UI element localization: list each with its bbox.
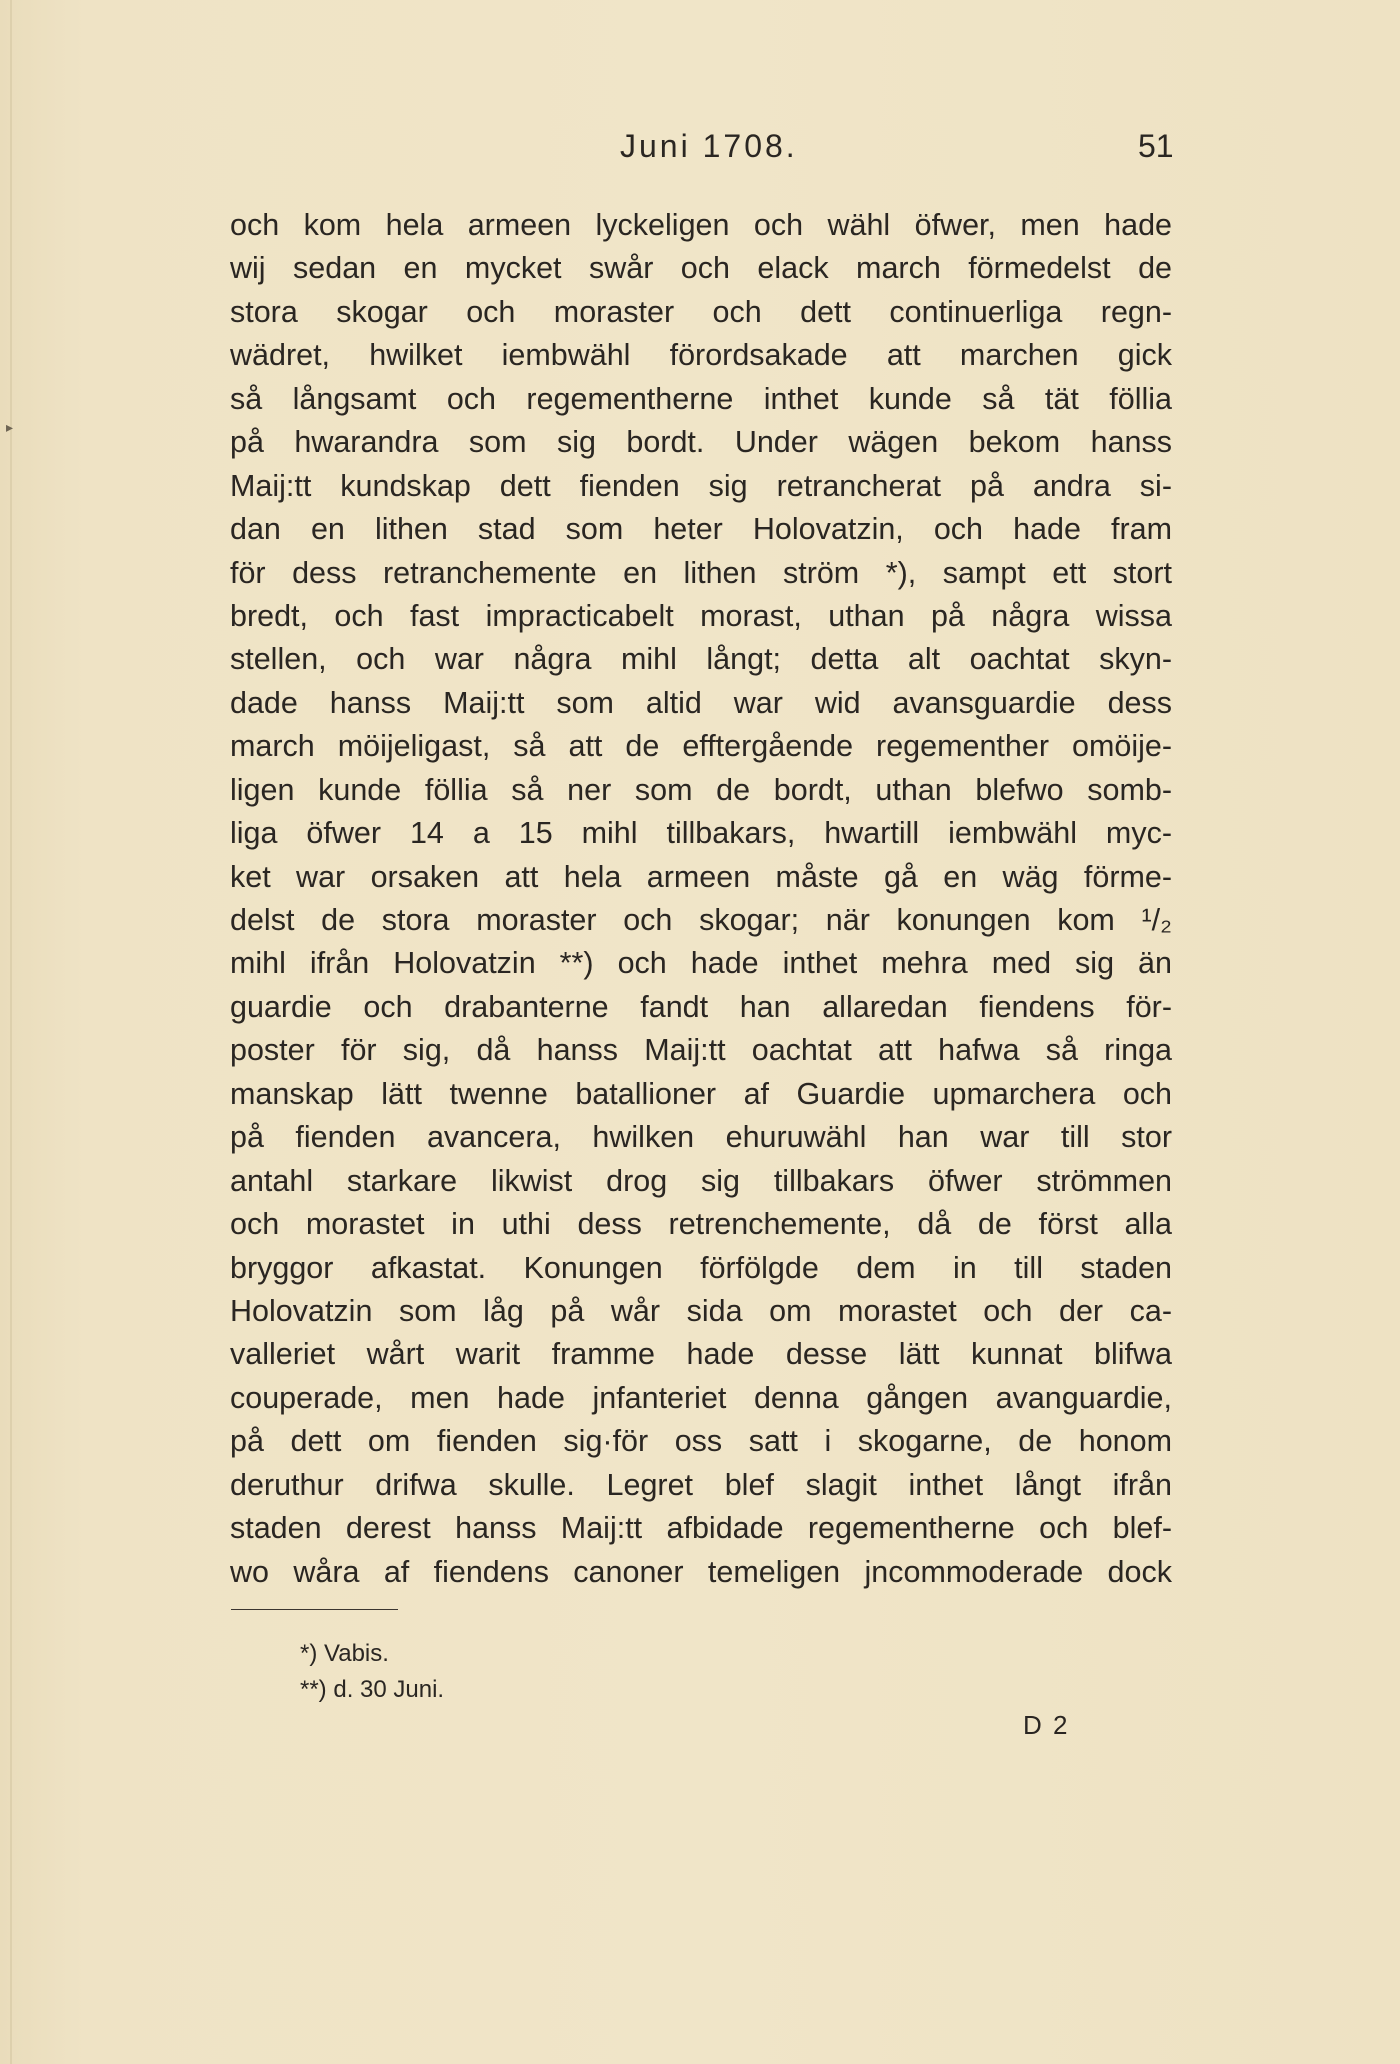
text-line: stellen, och war några mihl långt; detta alt oachtat skyn- bbox=[230, 642, 1172, 677]
text-line: dade hanss Maij:tt som altid war wid avansguardie dess bbox=[230, 685, 1172, 720]
footnote: **) d. 30 Juni. bbox=[300, 1676, 445, 1703]
text-line: stora skogar och moraster och dett continuerliga regn- bbox=[230, 294, 1172, 329]
text-line: guardie och drabanterne fandt han allaredan fiendens för- bbox=[230, 989, 1172, 1024]
text-line: dan en lithen stad som heter Holovatzin, och hade fram bbox=[230, 512, 1172, 547]
footnote-divider bbox=[231, 1609, 398, 1610]
text-line: staden derest hanss Maij:tt afbidade regementherne och blef- bbox=[230, 1511, 1172, 1546]
text-line: poster för sig, då hanss Maij:tt oachtat att hafwa så ringa bbox=[230, 1033, 1172, 1068]
text-line: manskap lätt twenne batallioner af Guardie upmarchera och bbox=[230, 1076, 1172, 1111]
text-line: liga öfwer 14 a 15 mihl tillbakars, hwartill iembwähl myc- bbox=[230, 816, 1172, 851]
text-line: så långsamt och regementherne inthet kunde så tät föllia bbox=[230, 381, 1172, 416]
text-line: deruthur drifwa skulle. Legret blef slagit inthet långt ifrån bbox=[230, 1467, 1172, 1502]
running-head bbox=[0, 128, 1400, 178]
text-line: wo wåra af fiendens canoner temeligen jncommoderade dock bbox=[230, 1554, 1172, 1589]
printer-signature: D 2 bbox=[1023, 1710, 1070, 1740]
text-line: för dess retranchemente en lithen ström *), sampt ett stort bbox=[230, 555, 1172, 590]
text-line: mihl ifrån Holovatzin **) och hade inthet mehra med sig än bbox=[230, 946, 1172, 981]
text-line: ligen kunde föllia så ner som de bordt, uthan blefwo somb- bbox=[230, 772, 1172, 807]
page-edge bbox=[10, 0, 12, 2064]
page-header-title: Juni 1708. bbox=[620, 128, 798, 164]
text-line: Holovatzin som låg på wår sida om morastet och der ca- bbox=[230, 1293, 1172, 1328]
text-line: på fienden avancera, hwilken ehuruwähl han war till stor bbox=[230, 1120, 1172, 1155]
text-line: och kom hela armeen lyckeligen och wähl öfwer, men hade bbox=[230, 208, 1172, 242]
main-text bbox=[230, 204, 1172, 1594]
footnotes bbox=[300, 1636, 444, 1708]
footnote: *) Vabis. bbox=[300, 1640, 389, 1667]
text-line: på hwarandra som sig bordt. Under wägen bekom hanss bbox=[230, 425, 1172, 460]
text-line: couperade, men hade jnfanteriet denna gången avanguardie, bbox=[230, 1380, 1172, 1415]
page-number: 51 bbox=[1138, 128, 1174, 164]
text-line: wädret, hwilket iembwähl förordsakade att marchen gick bbox=[230, 338, 1172, 373]
text-line: march möijeligast, så att de efftergående regementher omöije- bbox=[230, 729, 1172, 764]
text-line: delst de stora moraster och skogar; när konungen kom ¹/₂ bbox=[230, 903, 1172, 937]
text-line: på dett om fienden sig·för oss satt i skogarne, de honom bbox=[230, 1424, 1172, 1459]
text-line: valleriet wårt warit framme hade desse lätt kunnat blifwa bbox=[230, 1337, 1172, 1372]
text-line: antahl starkare likwist drog sig tillbakars öfwer strömmen bbox=[230, 1163, 1172, 1198]
margin-mark: ▸ bbox=[6, 421, 14, 436]
text-line: och morastet in uthi dess retrenchemente, då de först alla bbox=[230, 1207, 1172, 1242]
text-line: bredt, och fast impracticabelt morast, uthan på några wissa bbox=[230, 598, 1172, 633]
text-line: bryggor afkastat. Konungen förfölgde dem in till staden bbox=[230, 1250, 1172, 1285]
text-line: ket war orsaken att hela armeen måste gå en wäg förme- bbox=[230, 859, 1172, 894]
text-line: wij sedan en mycket swår och elack march förmedelst de bbox=[230, 251, 1172, 286]
text-line: Maij:tt kundskap dett fienden sig retrancherat på andra si- bbox=[230, 468, 1172, 503]
